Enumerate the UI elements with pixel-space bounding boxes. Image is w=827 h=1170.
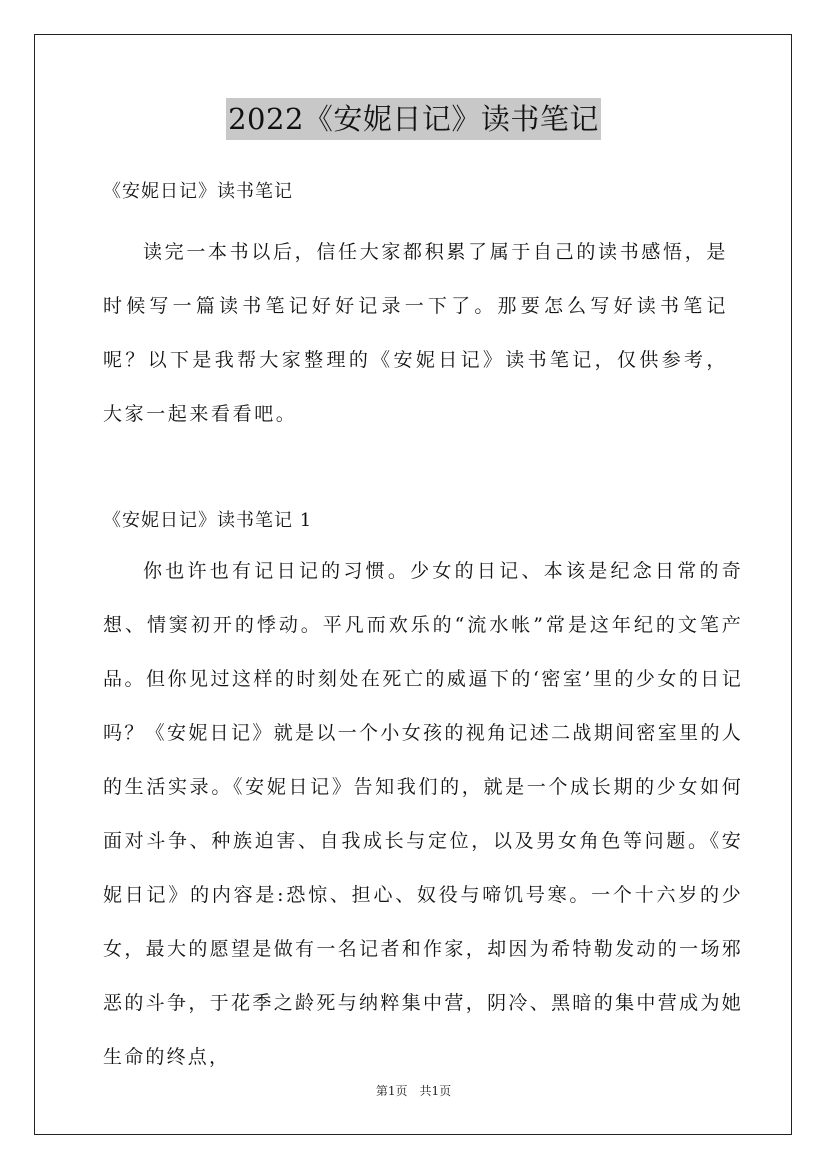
document-subtitle: 《安妮日记》读书笔记 [103, 181, 293, 202]
page-footer: 第1页 共1页 [375, 1084, 452, 1098]
document-title: 2022《安妮日记》读书笔记 [226, 98, 601, 140]
title-container [0, 98, 827, 140]
section-heading: 《安妮日记》读书笔记 1 [103, 510, 313, 531]
body-paragraph: 你也许也有记日记的习惯。少女的日记、本该是纪念日常的奇想、情窦初开的悸动。平凡而欢乐的“流水帐”常是这年纪的文笔产品。但你见过这样的时刻处在死亡的威逼下的‘密室’里的少女的日记吗？《安妮日记》就是以一个小女孩的视角记述二战期间密室里的人的生活实录。《安妮日记》告知我们的，就是一个成长期的少女如何面对斗争、种族迫害、自我成长与定位，以及男女角色等问题。《安妮日记》的内容是:恐惊、担心、奴役与啼饥号寒。一个十六岁的少女，最大的愿望是做有一名记者和作家，却因为希特勒发动的一场邪恶的斗争，于花季之龄死与纳粹集中营，阴冷、黑暗的集中营成为她生命的终点， [103, 560, 743, 1068]
intro-paragraph: 读完一本书以后，信任大家都积累了属于自己的读书感悟，是时候写一篇读书笔记好好记录一下了。那要怎么写好读书笔记呢？以下是我帮大家整理的《安妮日记》读书笔记，仅供参考，大家一起来看看吧。 [103, 241, 728, 425]
